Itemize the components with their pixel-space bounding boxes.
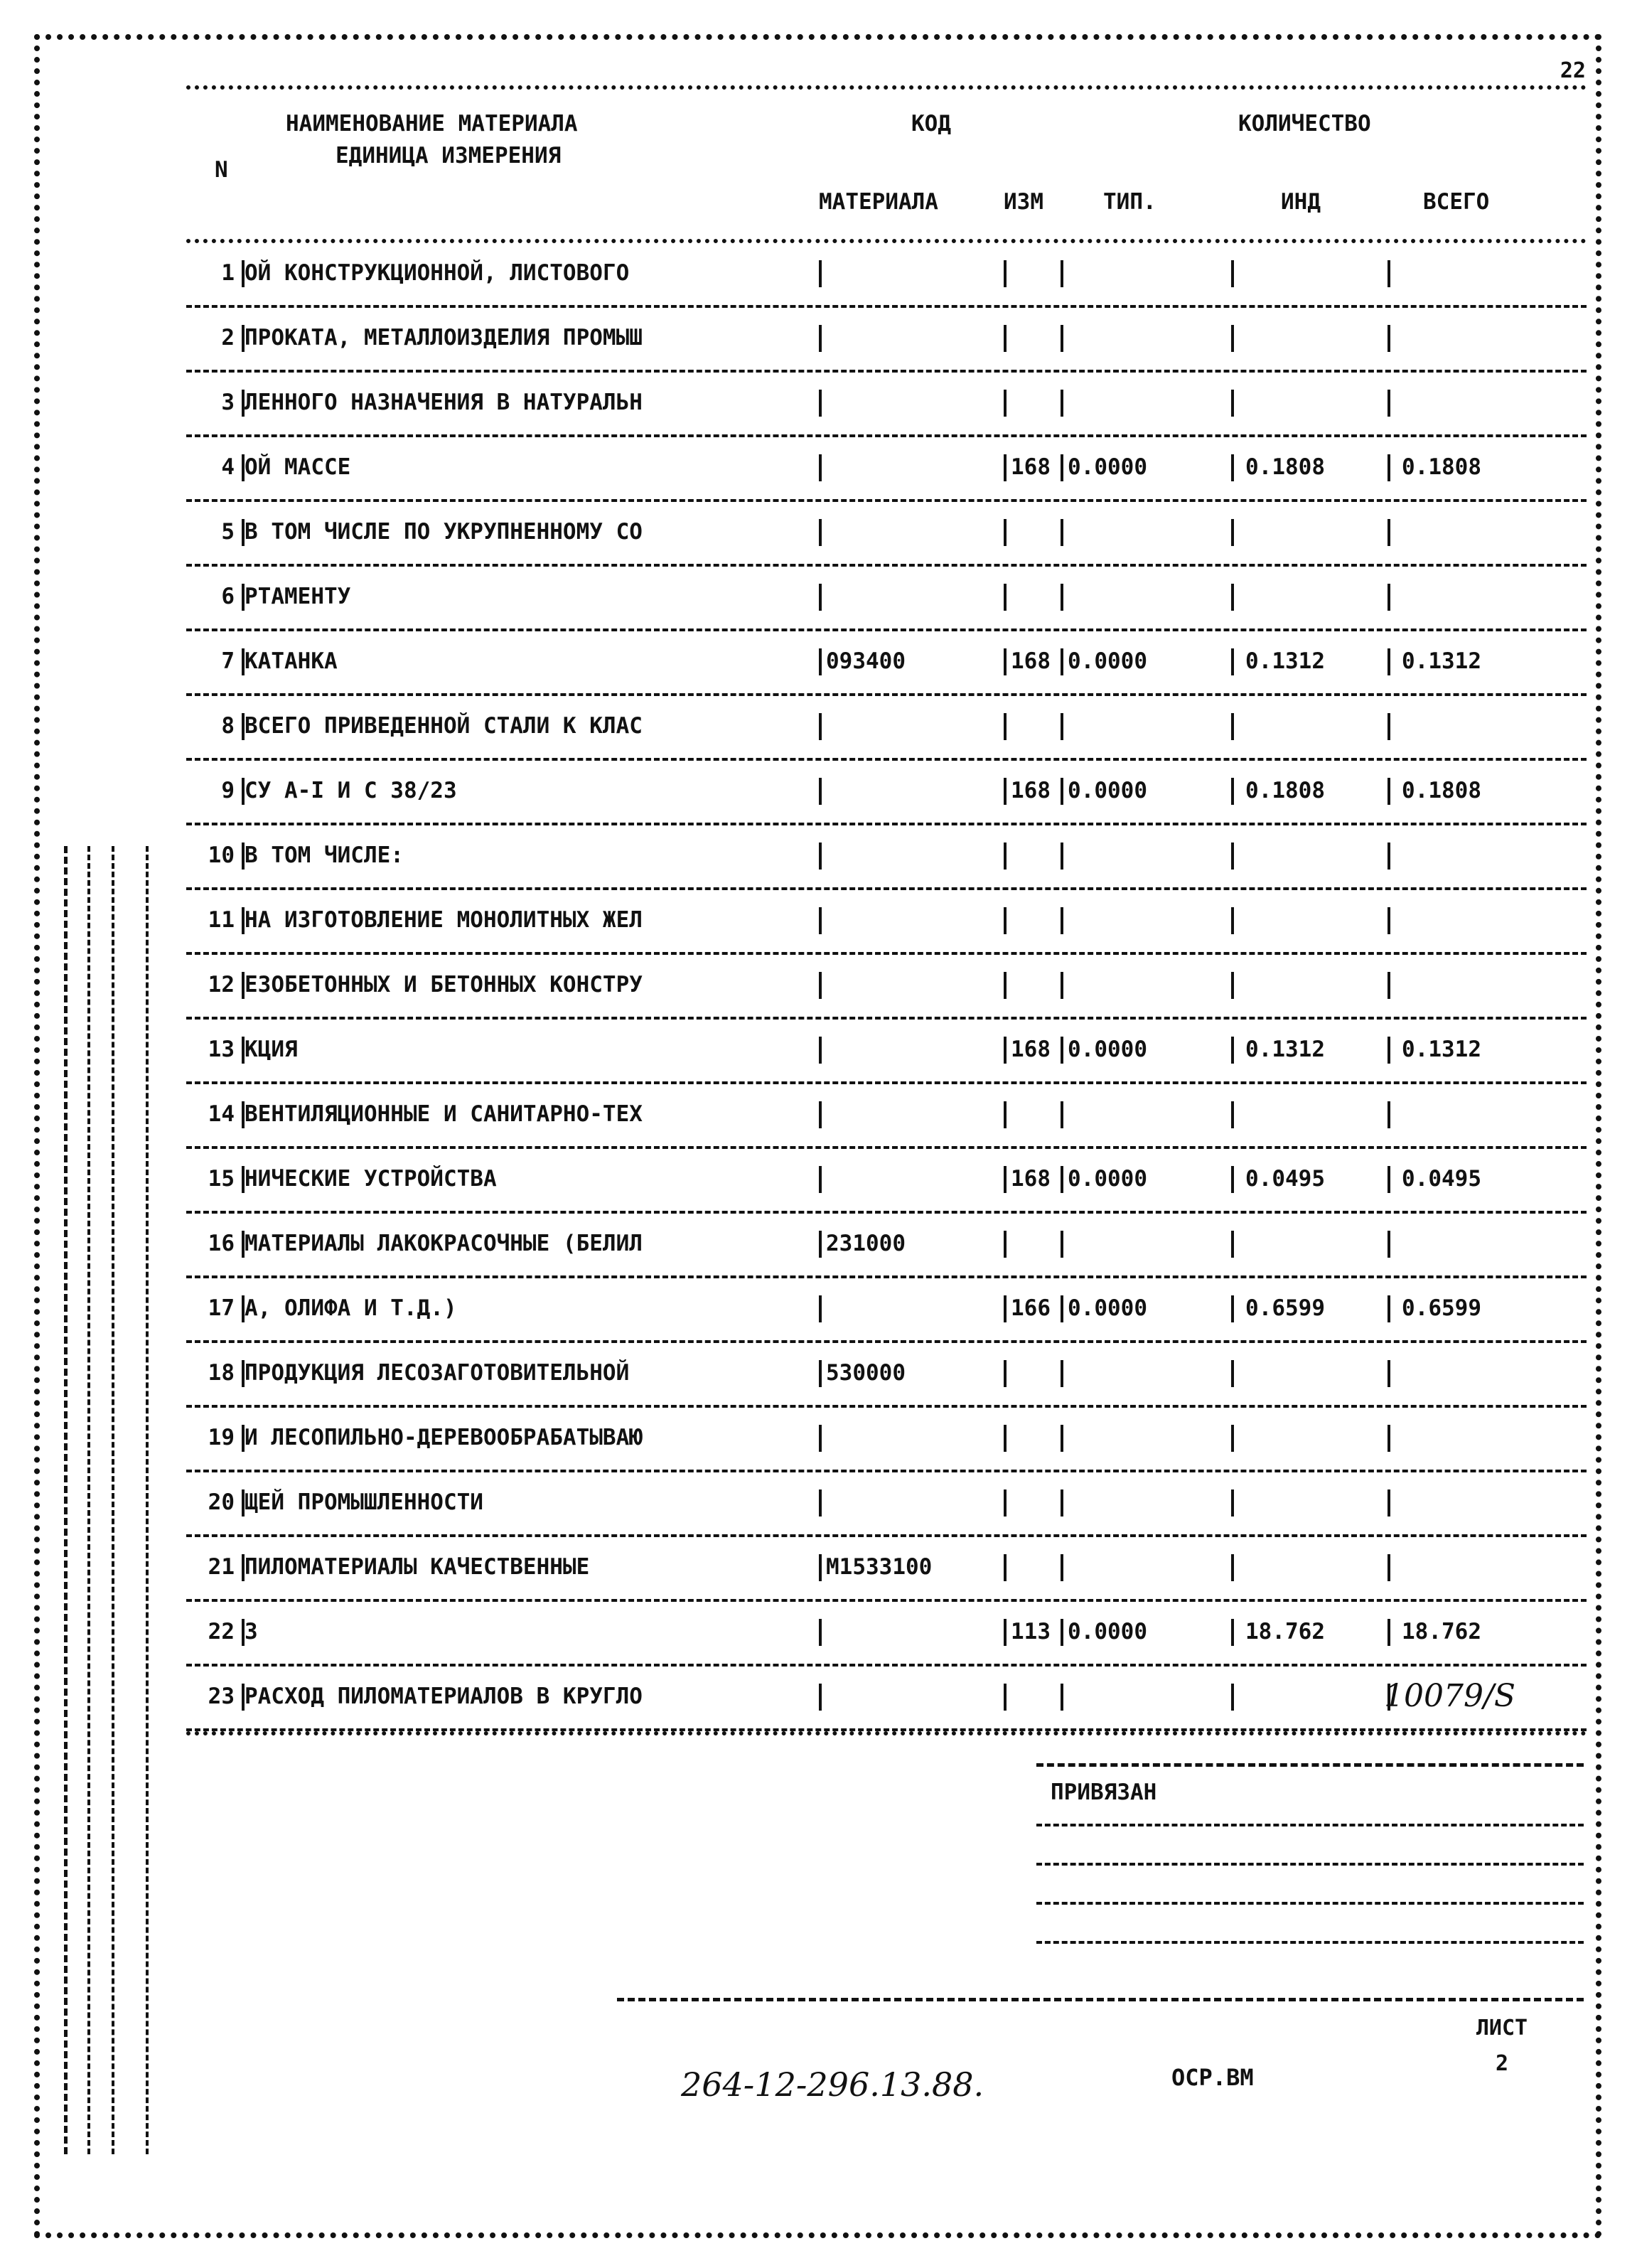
document-code: 264-12-296.13.88.: [681, 2065, 984, 2104]
cell-divider: [1231, 260, 1234, 287]
cell-n: 7: [221, 648, 235, 674]
cell-name: ОЙ КОНСТРУКЦИОННОЙ, ЛИСТОВОГО: [245, 260, 630, 286]
cell-code: 093400: [826, 648, 906, 674]
cell-n: 4: [221, 454, 235, 480]
header-qty-total: ВСЕГО: [1423, 189, 1490, 215]
cell-divider: [1231, 1360, 1234, 1387]
cell-unit: 113: [1011, 1619, 1051, 1644]
cell-divider: [819, 519, 822, 546]
block-line: [1036, 1902, 1584, 1905]
cell-unit: 168: [1011, 1037, 1051, 1062]
cell-n: 20: [208, 1489, 235, 1515]
cell-total: 0.1312: [1402, 648, 1481, 674]
gutter-line: [146, 846, 149, 2154]
cell-divider: [1388, 907, 1390, 934]
bound-block: [1036, 1763, 1584, 1945]
cell-n: 1: [221, 260, 235, 286]
cell-name: В ТОМ ЧИСЛЕ ПО УКРУПНЕННОМУ СО: [245, 519, 643, 545]
cell-unit: 168: [1011, 454, 1051, 480]
cell-name: ПИЛОМАТЕРИАЛЫ КАЧЕСТВЕННЫЕ: [245, 1554, 590, 1580]
table-row: [186, 825, 1587, 890]
main-stamp: [617, 1998, 1584, 2151]
cell-name: ЛЕННОГО НАЗНАЧЕНИЯ В НАТУРАЛЬН: [245, 390, 643, 415]
cell-ind: 0.0495: [1245, 1166, 1325, 1192]
cell-typ: 0.0000: [1068, 1037, 1147, 1062]
cell-unit: 166: [1011, 1295, 1051, 1321]
cell-divider: [1231, 713, 1234, 740]
cell-divider: [1231, 325, 1234, 352]
cell-divider: [1061, 1554, 1063, 1581]
cell-total: 18.762: [1402, 1619, 1481, 1644]
title-block: [617, 1678, 1587, 2168]
cell-divider: [1061, 260, 1063, 287]
cell-divider: [1231, 1554, 1234, 1581]
cell-n: 15: [208, 1166, 235, 1192]
cell-n: 3: [221, 390, 235, 415]
sheet-number: 2: [1495, 2051, 1509, 2076]
table-row: [186, 1602, 1587, 1667]
header-col-n: N: [215, 157, 228, 183]
cell-divider: [1388, 1619, 1390, 1646]
cell-typ: 0.0000: [1068, 454, 1147, 480]
cell-name: МАТЕРИАЛЫ ЛАКОКРАСОЧНЫЕ (БЕЛИЛ: [245, 1231, 643, 1256]
cell-name: ОЙ МАССЕ: [245, 454, 351, 480]
cell-name: ПРОДУКЦИЯ ЛЕСОЗАГОТОВИТЕЛЬНОЙ: [245, 1360, 630, 1386]
cell-total: 0.1808: [1402, 778, 1481, 803]
cell-name: КАТАНКА: [245, 648, 338, 674]
cell-divider: [1388, 1489, 1390, 1517]
table-row: [186, 437, 1587, 502]
cell-name: И ЛЕСОПИЛЬНО-ДЕРЕВООБРАБАТЫВАЮ: [245, 1425, 643, 1450]
cell-divider: [819, 325, 822, 352]
cell-divider: [1004, 713, 1007, 740]
cell-divider: [1061, 390, 1063, 417]
cell-divider: [819, 584, 822, 611]
header-name-line2: ЕДИНИЦА ИЗМЕРЕНИЯ: [336, 143, 562, 169]
header-code-group: КОД: [911, 111, 951, 137]
cell-divider: [819, 1360, 822, 1387]
cell-divider: [819, 1231, 822, 1258]
cell-divider: [1004, 1554, 1007, 1581]
table-row: [186, 761, 1587, 825]
cell-name: ЩЕЙ ПРОМЫШЛЕННОСТИ: [245, 1489, 483, 1515]
cell-divider: [1004, 1619, 1007, 1646]
cell-n: 14: [208, 1101, 235, 1127]
cell-divider: [1004, 519, 1007, 546]
cell-divider: [819, 1489, 822, 1517]
cell-n: 10: [208, 843, 235, 868]
cell-divider: [1388, 584, 1390, 611]
cell-divider: [1231, 519, 1234, 546]
stamp-reference: 10079/S: [1384, 1678, 1515, 1714]
cell-divider: [1231, 390, 1234, 417]
cell-divider: [1004, 584, 1007, 611]
cell-n: 9: [221, 778, 235, 803]
table-row: [186, 696, 1587, 761]
cell-n: 8: [221, 713, 235, 739]
cell-divider: [1231, 1231, 1234, 1258]
cell-divider: [1004, 1425, 1007, 1452]
cell-divider: [1388, 713, 1390, 740]
cell-n: 23: [208, 1684, 235, 1709]
table-header: [186, 90, 1587, 243]
table-row: [186, 1278, 1587, 1343]
cell-divider: [1388, 843, 1390, 870]
cell-divider: [1061, 584, 1063, 611]
cell-divider: [1388, 1101, 1390, 1128]
cell-divider: [1061, 1489, 1063, 1517]
table-row: [186, 1408, 1587, 1472]
cell-divider: [1004, 454, 1007, 481]
table-row: [186, 1084, 1587, 1149]
cell-divider: [1388, 1554, 1390, 1581]
cell-divider: [1004, 1101, 1007, 1128]
bound-label: ПРИВЯЗАН: [1051, 1780, 1157, 1805]
cell-divider: [1388, 519, 1390, 546]
table-row: [186, 890, 1587, 955]
table-row: [186, 243, 1587, 308]
document-mark: ОСР.ВМ: [1171, 2064, 1254, 2091]
cell-name: РТАМЕНТУ: [245, 584, 351, 609]
cell-divider: [1004, 972, 1007, 999]
cell-divider: [1231, 1166, 1234, 1193]
block-line: [1036, 1824, 1584, 1826]
cell-divider: [1231, 584, 1234, 611]
table-row: [186, 567, 1587, 631]
cell-n: 17: [208, 1295, 235, 1321]
cell-divider: [1061, 778, 1063, 805]
cell-divider: [1061, 1425, 1063, 1452]
cell-n: 22: [208, 1619, 235, 1644]
cell-n: 13: [208, 1037, 235, 1062]
cell-divider: [819, 454, 822, 481]
cell-code: 231000: [826, 1231, 906, 1256]
cell-divider: [1004, 1231, 1007, 1258]
cell-total: 0.1312: [1402, 1037, 1481, 1062]
cell-divider: [1061, 713, 1063, 740]
cell-name: НИЧЕСКИЕ УСТРОЙСТВА: [245, 1166, 497, 1192]
cell-name: В ТОМ ЧИСЛЕ:: [245, 843, 404, 868]
header-qty-typ: ТИП.: [1103, 189, 1156, 215]
table-row: [186, 955, 1587, 1020]
cell-ind: 0.6599: [1245, 1295, 1325, 1321]
cell-total: 0.6599: [1402, 1295, 1481, 1321]
cell-n: 12: [208, 972, 235, 997]
header-qty-ind: ИНД: [1281, 189, 1321, 215]
cell-divider: [1004, 1360, 1007, 1387]
block-line: [1036, 1941, 1584, 1944]
header-code-unit: ИЗМ: [1004, 189, 1043, 215]
cell-n: 19: [208, 1425, 235, 1450]
cell-divider: [819, 1101, 822, 1128]
cell-total: 0.1808: [1402, 454, 1481, 480]
cell-n: 2: [221, 325, 235, 351]
table-row: [186, 1214, 1587, 1278]
page-number: 22: [1560, 58, 1586, 83]
cell-divider: [1388, 454, 1390, 481]
cell-name: ВЕНТИЛЯЦИОННЫЕ И САНИТАРНО-ТЕХ: [245, 1101, 643, 1127]
cell-ind: 0.1312: [1245, 1037, 1325, 1062]
cell-divider: [1231, 1619, 1234, 1646]
cell-n: 18: [208, 1360, 235, 1386]
cell-divider: [1388, 1166, 1390, 1193]
cell-n: 6: [221, 584, 235, 609]
cell-divider: [1004, 1489, 1007, 1517]
cell-divider: [1004, 390, 1007, 417]
cell-divider: [1061, 1619, 1063, 1646]
cell-divider: [1231, 454, 1234, 481]
cell-divider: [1388, 390, 1390, 417]
cell-divider: [819, 1425, 822, 1452]
cell-divider: [1061, 843, 1063, 870]
table-row: [186, 1343, 1587, 1408]
cell-divider: [1061, 1231, 1063, 1258]
cell-divider: [1231, 972, 1234, 999]
cell-divider: [1004, 843, 1007, 870]
cell-divider: [819, 1295, 822, 1322]
cell-divider: [1388, 1425, 1390, 1452]
cell-divider: [1388, 325, 1390, 352]
cell-typ: 0.0000: [1068, 1619, 1147, 1644]
sheet-label: ЛИСТ: [1476, 2016, 1528, 2040]
cell-divider: [1061, 972, 1063, 999]
cell-name: СУ А-I И С 38/23: [245, 778, 457, 803]
header-qty-group: КОЛИЧЕСТВО: [1238, 111, 1371, 137]
cell-name: НА ИЗГОТОВЛЕНИЕ МОНОЛИТНЫХ ЖЕЛ: [245, 907, 643, 933]
cell-divider: [1388, 260, 1390, 287]
cell-divider: [819, 713, 822, 740]
cell-divider: [819, 972, 822, 999]
cell-divider: [1004, 1037, 1007, 1064]
cell-name: 3: [245, 1619, 258, 1644]
cell-ind: 0.1808: [1245, 778, 1325, 803]
table-row: [186, 1537, 1587, 1602]
left-gutter-lines: [64, 846, 190, 2154]
table-row: [186, 308, 1587, 373]
cell-divider: [819, 1554, 822, 1581]
cell-divider: [1231, 648, 1234, 675]
cell-divider: [819, 778, 822, 805]
table-row: [186, 631, 1587, 696]
cell-typ: 0.0000: [1068, 648, 1147, 674]
cell-divider: [1231, 1295, 1234, 1322]
cell-divider: [1061, 1360, 1063, 1387]
cell-ind: 0.1808: [1245, 454, 1325, 480]
cell-divider: [1061, 1166, 1063, 1193]
materials-table: [186, 85, 1587, 1735]
cell-name: ВСЕГО ПРИВЕДЕННОЙ СТАЛИ К КЛАС: [245, 713, 643, 739]
gutter-line: [112, 846, 114, 2154]
cell-divider: [1388, 1360, 1390, 1387]
cell-n: 11: [208, 907, 235, 933]
cell-divider: [1388, 1037, 1390, 1064]
cell-divider: [1231, 1425, 1234, 1452]
cell-typ: 0.0000: [1068, 1295, 1147, 1321]
cell-n: 5: [221, 519, 235, 545]
cell-name: ПРОКАТА, МЕТАЛЛОИЗДЕЛИЯ ПРОМЫШ: [245, 325, 643, 351]
cell-divider: [1061, 648, 1063, 675]
cell-divider: [819, 1166, 822, 1193]
cell-divider: [1061, 454, 1063, 481]
cell-divider: [1004, 907, 1007, 934]
cell-divider: [1004, 260, 1007, 287]
cell-divider: [819, 1619, 822, 1646]
cell-divider: [1061, 907, 1063, 934]
cell-name: КЦИЯ: [245, 1037, 298, 1062]
cell-divider: [819, 260, 822, 287]
cell-divider: [1004, 1166, 1007, 1193]
cell-divider: [819, 390, 822, 417]
table-row: [186, 1020, 1587, 1084]
header-name-line1: НАИМЕНОВАНИЕ МАТЕРИАЛА: [286, 111, 578, 137]
cell-code: М1533100: [826, 1554, 933, 1580]
table-row: [186, 373, 1587, 437]
cell-divider: [819, 843, 822, 870]
header-code-material: МАТЕРИАЛА: [819, 189, 938, 215]
cell-divider: [1061, 1101, 1063, 1128]
cell-ind: 0.1312: [1245, 648, 1325, 674]
cell-divider: [1388, 778, 1390, 805]
cell-n: 16: [208, 1231, 235, 1256]
cell-typ: 0.0000: [1068, 778, 1147, 803]
cell-divider: [819, 1037, 822, 1064]
cell-code: 530000: [826, 1360, 906, 1386]
cell-divider: [1231, 1101, 1234, 1128]
cell-unit: 168: [1011, 648, 1051, 674]
gutter-line: [87, 846, 90, 2154]
cell-divider: [819, 907, 822, 934]
cell-divider: [1231, 1037, 1234, 1064]
cell-name: А, ОЛИФА И Т.Д.): [245, 1295, 457, 1321]
cell-divider: [1061, 325, 1063, 352]
cell-total: 0.0495: [1402, 1166, 1481, 1192]
cell-divider: [1061, 1295, 1063, 1322]
cell-divider: [1061, 519, 1063, 546]
cell-divider: [1388, 1231, 1390, 1258]
cell-unit: 168: [1011, 778, 1051, 803]
cell-name: ЕЗОБЕТОННЫХ И БЕТОННЫХ КОНСТРУ: [245, 972, 643, 997]
cell-divider: [819, 648, 822, 675]
table-row: [186, 502, 1587, 567]
table-row: [186, 1472, 1587, 1537]
cell-name: РАСХОД ПИЛОМАТЕРИАЛОВ В КРУГЛО: [245, 1684, 643, 1709]
cell-divider: [1388, 972, 1390, 999]
cell-divider: [1231, 843, 1234, 870]
cell-divider: [1231, 907, 1234, 934]
cell-divider: [1061, 1037, 1063, 1064]
cell-unit: 168: [1011, 1166, 1051, 1192]
cell-n: 21: [208, 1554, 235, 1580]
table-row: [186, 1149, 1587, 1214]
table-body: [186, 243, 1587, 1731]
cell-divider: [1231, 778, 1234, 805]
cell-divider: [1231, 1489, 1234, 1517]
cell-typ: 0.0000: [1068, 1166, 1147, 1192]
cell-divider: [1004, 778, 1007, 805]
cell-divider: [1388, 1295, 1390, 1322]
cell-ind: 18.762: [1245, 1619, 1325, 1644]
block-line: [1036, 1863, 1584, 1866]
cell-divider: [1004, 1295, 1007, 1322]
cell-divider: [1388, 648, 1390, 675]
cell-divider: [1004, 648, 1007, 675]
cell-divider: [1004, 325, 1007, 352]
